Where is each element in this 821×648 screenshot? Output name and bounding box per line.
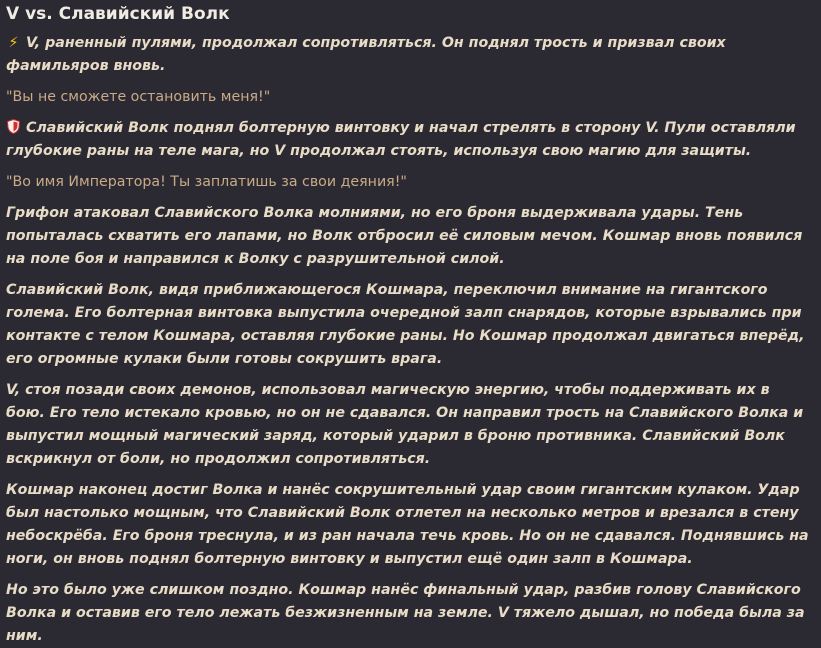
paragraph-3 [6,117,813,163]
dialogue-1: "Вы не сможете остановить меня!" [6,89,271,105]
paragraph-1-text: V, раненный пулями, продолжал сопротивляться. Он поднял трость и призвал своих фамильяров вновь. [6,35,726,74]
story-title: V vs. Славийский Волк [6,4,230,24]
dialogue-2: "Во имя Императора! Ты заплатишь за свои деяния!" [6,174,407,190]
paragraph-3-text: Славийский Волк поднял болтерную винтовку и начал стрелять в сторону V. Пули оставляли глубокие раны на теле мага, но V продолжал стоять, используя свою магию для защиты. [6,120,796,159]
paragraph-5: Грифон атаковал Славийского Волка молниями, но его броня выдерживала удары. Тень попыталась схватить его лапами, но Волк отбросил её силовым мечом. Кошмар вновь появился на поле боя и направился к Волку с разрушительной силой. [6,205,803,267]
paragraph-1 [6,32,813,78]
paragraph-6: Славийский Волк, видя приближающегося Кошмара, переключил внимание на гигантского голема. Его болтерная винтовка выпустила очередной залп снарядов, которые взрывались при контакте с телом Кошмара, оставляя глубокие раны. Но Кошмар продолжал двигаться вперёд, его огромные кулаки были готовы сокрушить врага. [6,282,805,367]
paragraph-7: V, стоя позади своих демонов, использовал магическую энергию, чтобы поддерживать их в бою. Его тело истекало кровью, но он не сдавался. Он направил трость на Славийского Волка и выпустил мощный магический заряд, который ударил в броню противника. Славийский Волк вскрикнул от боли, но продолжил сопротивляться. [6,382,804,467]
paragraph-8: Кошмар наконец достиг Волка и нанёс сокрушительный удар своим гигантским кулаком. Удар был настолько мощным, что Славийский Волк отлетел на несколько метров и врезался в стену небоскрёба. Его броня треснула, и из ран начала течь кровь. Но он не сдавался. Поднявшись на ноги, он вновь поднял болтерную винтовку и выпустил ещё один залп в Кошмара. [6,482,809,567]
shield-icon [6,117,21,140]
lightning-icon: ⚡ [8,35,19,51]
paragraph-9: Но это было уже слишком поздно. Кошмар нанёс финальный удар, разбив голову Славийского Волка и оставив его тело лежать безжизненным на земле. V тяжело дышал, но победа была за ним. [6,582,805,644]
